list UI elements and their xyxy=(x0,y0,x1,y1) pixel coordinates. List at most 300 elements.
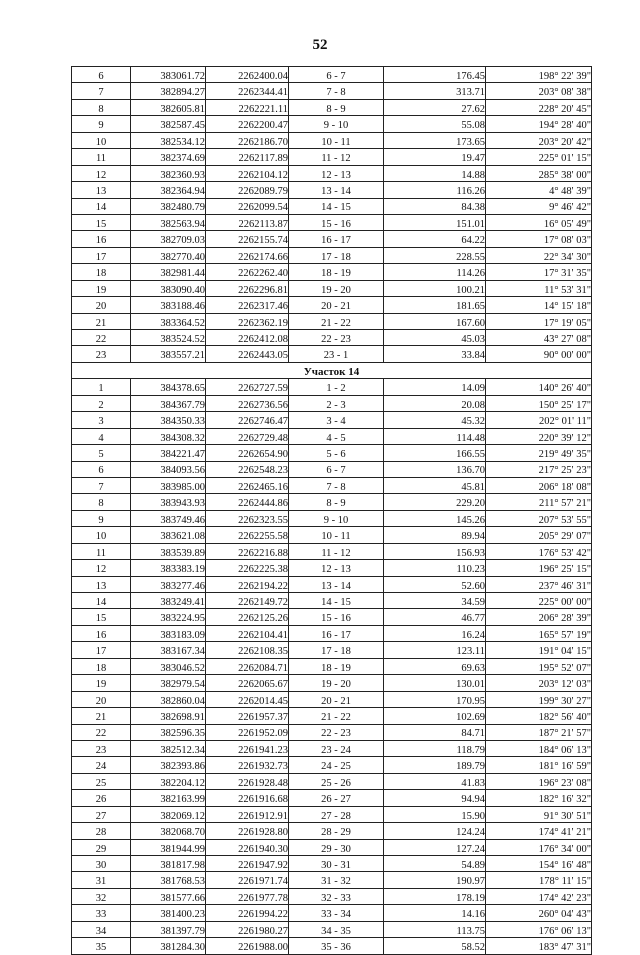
segment-length-cell: 123.11 xyxy=(384,642,486,658)
y-coordinate-cell: 2261928.80 xyxy=(206,823,289,839)
x-coordinate-cell: 381768.53 xyxy=(131,872,206,888)
segment-length-cell: 27.62 xyxy=(384,99,486,115)
direction-angle-cell: 90° 00' 00" xyxy=(486,346,592,362)
y-coordinate-cell: 2262155.74 xyxy=(206,231,289,247)
direction-angle-cell: 228° 20' 45" xyxy=(486,99,592,115)
segment-cell: 16 - 17 xyxy=(289,625,384,641)
point-number-cell: 34 xyxy=(72,921,131,937)
segment-cell: 12 - 13 xyxy=(289,560,384,576)
table-row xyxy=(72,198,592,214)
direction-angle-cell: 187° 21' 57" xyxy=(486,724,592,740)
direction-angle-cell: 150° 25' 17" xyxy=(486,395,592,411)
y-coordinate-cell: 2262262.40 xyxy=(206,264,289,280)
segment-length-cell: 84.38 xyxy=(384,198,486,214)
point-number-cell: 13 xyxy=(72,576,131,592)
direction-angle-cell: 165° 57' 19" xyxy=(486,625,592,641)
x-coordinate-cell: 382894.27 xyxy=(131,83,206,99)
segment-length-cell: 173.65 xyxy=(384,132,486,148)
table-row xyxy=(72,708,592,724)
segment-cell: 9 - 10 xyxy=(289,510,384,526)
x-coordinate-cell: 383383.19 xyxy=(131,560,206,576)
table-body-top xyxy=(72,67,592,363)
table-row xyxy=(72,773,592,789)
point-number-cell: 17 xyxy=(72,642,131,658)
x-coordinate-cell: 383539.89 xyxy=(131,543,206,559)
table-row xyxy=(72,214,592,230)
y-coordinate-cell: 2262174.66 xyxy=(206,247,289,263)
segment-length-cell: 170.95 xyxy=(384,691,486,707)
table-row xyxy=(72,806,592,822)
x-coordinate-cell: 382605.81 xyxy=(131,99,206,115)
point-number-cell: 25 xyxy=(72,773,131,789)
x-coordinate-cell: 382480.79 xyxy=(131,198,206,214)
x-coordinate-cell: 382860.04 xyxy=(131,691,206,707)
section-title: Участок 14 xyxy=(72,362,592,378)
segment-cell: 5 - 6 xyxy=(289,445,384,461)
direction-angle-cell: 182° 56' 40" xyxy=(486,708,592,724)
segment-length-cell: 69.63 xyxy=(384,658,486,674)
table-row xyxy=(72,231,592,247)
segment-length-cell: 45.03 xyxy=(384,330,486,346)
segment-length-cell: 20.08 xyxy=(384,395,486,411)
direction-angle-cell: 4° 48' 39" xyxy=(486,182,592,198)
direction-angle-cell: 203° 12' 03" xyxy=(486,675,592,691)
segment-cell: 32 - 33 xyxy=(289,888,384,904)
table-row xyxy=(72,691,592,707)
segment-length-cell: 55.08 xyxy=(384,116,486,132)
segment-length-cell: 156.93 xyxy=(384,543,486,559)
point-number-cell: 23 xyxy=(72,740,131,756)
segment-cell: 27 - 28 xyxy=(289,806,384,822)
y-coordinate-cell: 2261941.23 xyxy=(206,740,289,756)
y-coordinate-cell: 2262084.71 xyxy=(206,658,289,674)
y-coordinate-cell: 2262104.41 xyxy=(206,625,289,641)
point-number-cell: 9 xyxy=(72,510,131,526)
x-coordinate-cell: 384378.65 xyxy=(131,379,206,395)
segment-length-cell: 124.24 xyxy=(384,823,486,839)
direction-angle-cell: 22° 34' 30" xyxy=(486,247,592,263)
x-coordinate-cell: 384367.79 xyxy=(131,395,206,411)
x-coordinate-cell: 383621.08 xyxy=(131,527,206,543)
direction-angle-cell: 91° 30' 51" xyxy=(486,806,592,822)
table-row xyxy=(72,297,592,313)
segment-length-cell: 14.16 xyxy=(384,905,486,921)
segment-cell: 18 - 19 xyxy=(289,264,384,280)
direction-angle-cell: 285° 38' 00" xyxy=(486,165,592,181)
direction-angle-cell: 176° 34' 00" xyxy=(486,839,592,855)
segment-length-cell: 176.45 xyxy=(384,67,486,83)
x-coordinate-cell: 381817.98 xyxy=(131,856,206,872)
point-number-cell: 16 xyxy=(72,231,131,247)
y-coordinate-cell: 2262654.90 xyxy=(206,445,289,461)
point-number-cell: 3 xyxy=(72,412,131,428)
table-row xyxy=(72,165,592,181)
y-coordinate-cell: 2261977.78 xyxy=(206,888,289,904)
point-number-cell: 30 xyxy=(72,856,131,872)
direction-angle-cell: 17° 08' 03" xyxy=(486,231,592,247)
x-coordinate-cell: 382534.12 xyxy=(131,132,206,148)
coordinates-table xyxy=(71,66,592,955)
segment-cell: 26 - 27 xyxy=(289,790,384,806)
direction-angle-cell: 195° 52' 07" xyxy=(486,658,592,674)
point-number-cell: 24 xyxy=(72,757,131,773)
y-coordinate-cell: 2261971.74 xyxy=(206,872,289,888)
point-number-cell: 26 xyxy=(72,790,131,806)
y-coordinate-cell: 2261928.48 xyxy=(206,773,289,789)
point-number-cell: 10 xyxy=(72,527,131,543)
y-coordinate-cell: 2262736.56 xyxy=(206,395,289,411)
y-coordinate-cell: 2262200.47 xyxy=(206,116,289,132)
x-coordinate-cell: 382770.40 xyxy=(131,247,206,263)
segment-cell: 34 - 35 xyxy=(289,921,384,937)
direction-angle-cell: 184° 06' 13" xyxy=(486,740,592,756)
x-coordinate-cell: 383224.95 xyxy=(131,609,206,625)
point-number-cell: 14 xyxy=(72,198,131,214)
y-coordinate-cell: 2262548.23 xyxy=(206,461,289,477)
segment-length-cell: 84.71 xyxy=(384,724,486,740)
segment-cell: 2 - 3 xyxy=(289,395,384,411)
direction-angle-cell: 207° 53' 55" xyxy=(486,510,592,526)
table-row xyxy=(72,625,592,641)
table-row xyxy=(72,823,592,839)
y-coordinate-cell: 2261912.91 xyxy=(206,806,289,822)
segment-length-cell: 33.84 xyxy=(384,346,486,362)
segment-cell: 33 - 34 xyxy=(289,905,384,921)
segment-length-cell: 166.55 xyxy=(384,445,486,461)
y-coordinate-cell: 2262099.54 xyxy=(206,198,289,214)
direction-angle-cell: 9° 46' 42" xyxy=(486,198,592,214)
x-coordinate-cell: 384350.33 xyxy=(131,412,206,428)
direction-angle-cell: 225° 00' 00" xyxy=(486,593,592,609)
segment-length-cell: 127.24 xyxy=(384,839,486,855)
segment-length-cell: 14.09 xyxy=(384,379,486,395)
direction-angle-cell: 182° 16' 32" xyxy=(486,790,592,806)
x-coordinate-cell: 383090.40 xyxy=(131,280,206,296)
segment-cell: 29 - 30 xyxy=(289,839,384,855)
y-coordinate-cell: 2262412.08 xyxy=(206,330,289,346)
table-row xyxy=(72,642,592,658)
y-coordinate-cell: 2262362.19 xyxy=(206,313,289,329)
x-coordinate-cell: 381944.99 xyxy=(131,839,206,855)
table-row xyxy=(72,494,592,510)
x-coordinate-cell: 383943.93 xyxy=(131,494,206,510)
segment-cell: 15 - 16 xyxy=(289,214,384,230)
table-row xyxy=(72,593,592,609)
segment-length-cell: 145.26 xyxy=(384,510,486,526)
direction-angle-cell: 196° 25' 15" xyxy=(486,560,592,576)
segment-cell: 6 - 7 xyxy=(289,461,384,477)
point-number-cell: 23 xyxy=(72,346,131,362)
segment-cell: 14 - 15 xyxy=(289,198,384,214)
segment-length-cell: 181.65 xyxy=(384,297,486,313)
table-row xyxy=(72,445,592,461)
y-coordinate-cell: 2261988.00 xyxy=(206,938,289,954)
segment-cell: 1 - 2 xyxy=(289,379,384,395)
y-coordinate-cell: 2262296.81 xyxy=(206,280,289,296)
segment-cell: 12 - 13 xyxy=(289,165,384,181)
x-coordinate-cell: 382393.86 xyxy=(131,757,206,773)
section-header-row xyxy=(72,362,592,378)
table-row xyxy=(72,675,592,691)
segment-cell: 4 - 5 xyxy=(289,428,384,444)
point-number-cell: 7 xyxy=(72,83,131,99)
page-number: 52 xyxy=(312,37,328,53)
y-coordinate-cell: 2262221.11 xyxy=(206,99,289,115)
segment-cell: 21 - 22 xyxy=(289,313,384,329)
table-row xyxy=(72,412,592,428)
segment-length-cell: 89.94 xyxy=(384,527,486,543)
x-coordinate-cell: 383183.09 xyxy=(131,625,206,641)
point-number-cell: 2 xyxy=(72,395,131,411)
segment-length-cell: 64.22 xyxy=(384,231,486,247)
table-row xyxy=(72,609,592,625)
direction-angle-cell: 237° 46' 31" xyxy=(486,576,592,592)
segment-cell: 24 - 25 xyxy=(289,757,384,773)
table-row xyxy=(72,99,592,115)
y-coordinate-cell: 2262186.70 xyxy=(206,132,289,148)
x-coordinate-cell: 383249.41 xyxy=(131,593,206,609)
segment-length-cell: 102.69 xyxy=(384,708,486,724)
y-coordinate-cell: 2262065.67 xyxy=(206,675,289,691)
point-number-cell: 15 xyxy=(72,214,131,230)
direction-angle-cell: 199° 30' 27" xyxy=(486,691,592,707)
table-row xyxy=(72,313,592,329)
direction-angle-cell: 11° 53' 31" xyxy=(486,280,592,296)
table-row xyxy=(72,280,592,296)
point-number-cell: 19 xyxy=(72,280,131,296)
x-coordinate-cell: 383167.34 xyxy=(131,642,206,658)
y-coordinate-cell: 2262443.05 xyxy=(206,346,289,362)
direction-angle-cell: 217° 25' 23" xyxy=(486,461,592,477)
direction-angle-cell: 176° 53' 42" xyxy=(486,543,592,559)
y-coordinate-cell: 2262194.22 xyxy=(206,576,289,592)
table-row xyxy=(72,543,592,559)
point-number-cell: 35 xyxy=(72,938,131,954)
y-coordinate-cell: 2262400.04 xyxy=(206,67,289,83)
segment-cell: 10 - 11 xyxy=(289,527,384,543)
segment-length-cell: 94.94 xyxy=(384,790,486,806)
x-coordinate-cell: 381397.79 xyxy=(131,921,206,937)
x-coordinate-cell: 384308.32 xyxy=(131,428,206,444)
segment-length-cell: 118.79 xyxy=(384,740,486,756)
table-row xyxy=(72,872,592,888)
section-header-body xyxy=(72,362,592,378)
direction-angle-cell: 198° 22' 39" xyxy=(486,67,592,83)
segment-length-cell: 114.26 xyxy=(384,264,486,280)
segment-cell: 13 - 14 xyxy=(289,576,384,592)
y-coordinate-cell: 2262216.88 xyxy=(206,543,289,559)
segment-length-cell: 52.60 xyxy=(384,576,486,592)
direction-angle-cell: 211° 57' 21" xyxy=(486,494,592,510)
table-row xyxy=(72,346,592,362)
point-number-cell: 1 xyxy=(72,379,131,395)
x-coordinate-cell: 382163.99 xyxy=(131,790,206,806)
segment-cell: 18 - 19 xyxy=(289,658,384,674)
segment-length-cell: 313.71 xyxy=(384,83,486,99)
y-coordinate-cell: 2262729.48 xyxy=(206,428,289,444)
y-coordinate-cell: 2261916.68 xyxy=(206,790,289,806)
segment-cell: 22 - 23 xyxy=(289,724,384,740)
direction-angle-cell: 178° 11' 15" xyxy=(486,872,592,888)
table-row xyxy=(72,461,592,477)
point-number-cell: 4 xyxy=(72,428,131,444)
point-number-cell: 33 xyxy=(72,905,131,921)
table-row xyxy=(72,182,592,198)
point-number-cell: 12 xyxy=(72,165,131,181)
direction-angle-cell: 220° 39' 12" xyxy=(486,428,592,444)
direction-angle-cell: 17° 31' 35" xyxy=(486,264,592,280)
segment-cell: 8 - 9 xyxy=(289,494,384,510)
point-number-cell: 6 xyxy=(72,461,131,477)
y-coordinate-cell: 2262746.47 xyxy=(206,412,289,428)
point-number-cell: 7 xyxy=(72,477,131,493)
table-row xyxy=(72,560,592,576)
segment-cell: 6 - 7 xyxy=(289,67,384,83)
segment-length-cell: 178.19 xyxy=(384,888,486,904)
direction-angle-cell: 191° 04' 15" xyxy=(486,642,592,658)
table-row xyxy=(72,67,592,83)
direction-angle-cell: 14° 15' 18" xyxy=(486,297,592,313)
segment-length-cell: 110.23 xyxy=(384,560,486,576)
segment-length-cell: 46.77 xyxy=(384,609,486,625)
direction-angle-cell: 17° 19' 05" xyxy=(486,313,592,329)
y-coordinate-cell: 2261980.27 xyxy=(206,921,289,937)
segment-cell: 9 - 10 xyxy=(289,116,384,132)
segment-length-cell: 14.88 xyxy=(384,165,486,181)
segment-cell: 30 - 31 xyxy=(289,856,384,872)
x-coordinate-cell: 382587.45 xyxy=(131,116,206,132)
y-coordinate-cell: 2262344.41 xyxy=(206,83,289,99)
x-coordinate-cell: 384093.56 xyxy=(131,461,206,477)
table-row xyxy=(72,116,592,132)
table-row xyxy=(72,247,592,263)
table-row xyxy=(72,576,592,592)
y-coordinate-cell: 2261947.92 xyxy=(206,856,289,872)
point-number-cell: 14 xyxy=(72,593,131,609)
direction-angle-cell: 16° 05' 49" xyxy=(486,214,592,230)
y-coordinate-cell: 2262444.86 xyxy=(206,494,289,510)
x-coordinate-cell: 382709.03 xyxy=(131,231,206,247)
segment-length-cell: 116.26 xyxy=(384,182,486,198)
x-coordinate-cell: 383985.00 xyxy=(131,477,206,493)
segment-cell: 16 - 17 xyxy=(289,231,384,247)
segment-length-cell: 113.75 xyxy=(384,921,486,937)
table-row xyxy=(72,83,592,99)
segment-cell: 19 - 20 xyxy=(289,675,384,691)
table-row xyxy=(72,379,592,395)
segment-length-cell: 16.24 xyxy=(384,625,486,641)
table-row xyxy=(72,658,592,674)
table-row xyxy=(72,149,592,165)
direction-angle-cell: 194° 28' 40" xyxy=(486,116,592,132)
table-row xyxy=(72,264,592,280)
point-number-cell: 32 xyxy=(72,888,131,904)
point-number-cell: 27 xyxy=(72,806,131,822)
segment-length-cell: 19.47 xyxy=(384,149,486,165)
point-number-cell: 13 xyxy=(72,182,131,198)
table-row xyxy=(72,724,592,740)
segment-length-cell: 114.48 xyxy=(384,428,486,444)
x-coordinate-cell: 382563.94 xyxy=(131,214,206,230)
direction-angle-cell: 206° 28' 39" xyxy=(486,609,592,625)
segment-cell: 10 - 11 xyxy=(289,132,384,148)
segment-cell: 21 - 22 xyxy=(289,708,384,724)
x-coordinate-cell: 382596.35 xyxy=(131,724,206,740)
table-body-bottom xyxy=(72,379,592,954)
direction-angle-cell: 196° 23' 08" xyxy=(486,773,592,789)
segment-cell: 17 - 18 xyxy=(289,642,384,658)
x-coordinate-cell: 383524.52 xyxy=(131,330,206,346)
segment-length-cell: 54.89 xyxy=(384,856,486,872)
segment-cell: 23 - 24 xyxy=(289,740,384,756)
point-number-cell: 10 xyxy=(72,132,131,148)
x-coordinate-cell: 382360.93 xyxy=(131,165,206,181)
segment-length-cell: 45.32 xyxy=(384,412,486,428)
table-row xyxy=(72,527,592,543)
direction-angle-cell: 205° 29' 07" xyxy=(486,527,592,543)
x-coordinate-cell: 383046.52 xyxy=(131,658,206,674)
segment-length-cell: 136.70 xyxy=(384,461,486,477)
table-row xyxy=(72,757,592,773)
segment-cell: 15 - 16 xyxy=(289,609,384,625)
segment-cell: 7 - 8 xyxy=(289,83,384,99)
segment-length-cell: 41.83 xyxy=(384,773,486,789)
segment-cell: 13 - 14 xyxy=(289,182,384,198)
segment-cell: 22 - 23 xyxy=(289,330,384,346)
x-coordinate-cell: 382512.34 xyxy=(131,740,206,756)
segment-cell: 20 - 21 xyxy=(289,297,384,313)
x-coordinate-cell: 382364.94 xyxy=(131,182,206,198)
x-coordinate-cell: 383557.21 xyxy=(131,346,206,362)
segment-cell: 8 - 9 xyxy=(289,99,384,115)
point-number-cell: 5 xyxy=(72,445,131,461)
point-number-cell: 11 xyxy=(72,149,131,165)
table-row xyxy=(72,510,592,526)
segment-cell: 23 - 1 xyxy=(289,346,384,362)
direction-angle-cell: 183° 47' 31" xyxy=(486,938,592,954)
direction-angle-cell: 203° 20' 42" xyxy=(486,132,592,148)
x-coordinate-cell: 382981.44 xyxy=(131,264,206,280)
table-row xyxy=(72,938,592,954)
point-number-cell: 21 xyxy=(72,313,131,329)
table-row xyxy=(72,428,592,444)
x-coordinate-cell: 382698.91 xyxy=(131,708,206,724)
segment-cell: 25 - 26 xyxy=(289,773,384,789)
table-row xyxy=(72,740,592,756)
point-number-cell: 20 xyxy=(72,691,131,707)
table-row xyxy=(72,790,592,806)
x-coordinate-cell: 384221.47 xyxy=(131,445,206,461)
point-number-cell: 12 xyxy=(72,560,131,576)
y-coordinate-cell: 2262727.59 xyxy=(206,379,289,395)
segment-cell: 31 - 32 xyxy=(289,872,384,888)
y-coordinate-cell: 2261957.37 xyxy=(206,708,289,724)
point-number-cell: 15 xyxy=(72,609,131,625)
segment-cell: 3 - 4 xyxy=(289,412,384,428)
segment-length-cell: 190.97 xyxy=(384,872,486,888)
y-coordinate-cell: 2261932.73 xyxy=(206,757,289,773)
y-coordinate-cell: 2261952.09 xyxy=(206,724,289,740)
y-coordinate-cell: 2262108.35 xyxy=(206,642,289,658)
x-coordinate-cell: 382069.12 xyxy=(131,806,206,822)
segment-length-cell: 151.01 xyxy=(384,214,486,230)
point-number-cell: 20 xyxy=(72,297,131,313)
table-row xyxy=(72,395,592,411)
segment-cell: 11 - 12 xyxy=(289,543,384,559)
segment-length-cell: 229.20 xyxy=(384,494,486,510)
y-coordinate-cell: 2262117.89 xyxy=(206,149,289,165)
point-number-cell: 18 xyxy=(72,658,131,674)
